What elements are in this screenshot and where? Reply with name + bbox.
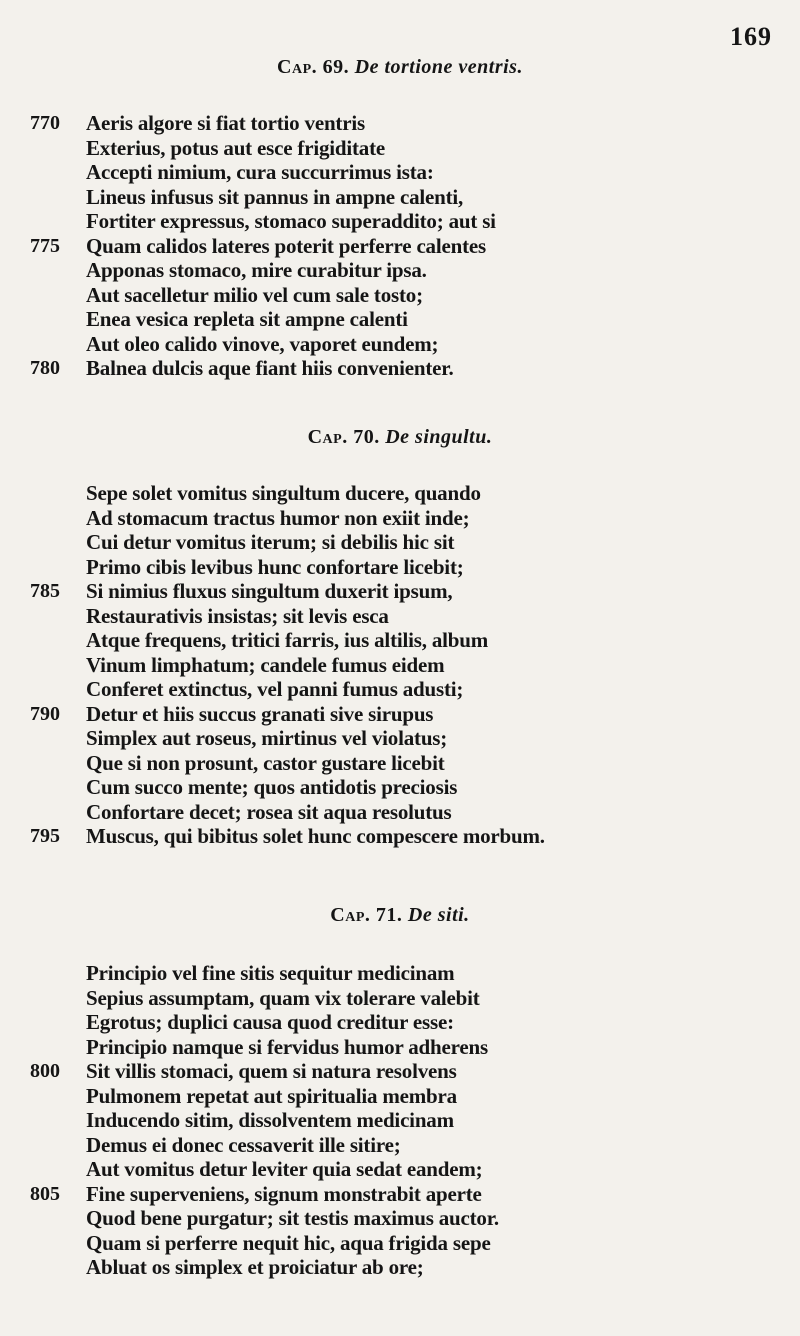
verse-line (0, 184, 800, 210)
verse-line (0, 1254, 800, 1280)
line-number: 770 (30, 112, 60, 134)
verse-text: Cui detur vomitus iterum; si debilis hic sit (86, 530, 455, 554)
verse-text: Quam si perferre nequit hic, aqua frigida sepe (86, 1230, 491, 1255)
chapter-heading (0, 426, 800, 449)
line-number: 805 (30, 1182, 60, 1205)
verse-line (0, 208, 800, 234)
verse-text: Inducendo sitim, dissolventem medicinam (86, 1108, 454, 1132)
verse-text: Egrotus; duplici causa quod creditur esse: (86, 1010, 454, 1034)
verse-text: Si nimius fluxus singultum duxerit ipsum, (86, 579, 453, 603)
verse-line (0, 110, 800, 136)
verse-line (0, 355, 800, 381)
verse-line (0, 1009, 800, 1035)
chapter-number: Cap. 71. (330, 904, 403, 926)
verse-line (0, 233, 800, 259)
line-number: 780 (30, 357, 60, 379)
verse-text: Accepti nimium, cura succurrimus ista: (86, 160, 434, 184)
verse-line (0, 1230, 800, 1256)
verse-line (0, 652, 800, 678)
page-number: 169 (730, 22, 772, 51)
verse-line (0, 799, 800, 825)
verse-text: Demus ei donec cessaverit ille sitire; (86, 1132, 401, 1157)
verse-line (0, 750, 800, 776)
verse-text: Balnea dulcis aque fiant hiis convenienter. (86, 356, 454, 380)
verse-text: Aeris algore si fiat tortio ventris (86, 111, 365, 135)
verse-text: Vinum limphatum; candele fumus eidem (86, 652, 445, 677)
verse-text: Conferet extinctus, vel panni fumus adusti; (86, 677, 464, 701)
verse-text: Que si non prosunt, castor gustare licebit (86, 750, 445, 775)
verse-text: Quam calidos lateres poterit perferre calentes (86, 233, 486, 258)
chapter-title: De singultu. (385, 426, 493, 448)
verse-text: Fine superveniens, signum monstrabit aperte (86, 1181, 482, 1206)
verse-text: Quod bene purgatur; sit testis maximus auctor. (86, 1206, 499, 1230)
chapter-number: Cap. 69. (277, 56, 350, 78)
verse-line (0, 1058, 800, 1084)
verse-text: Confortare decet; rosea sit aqua resolutus (86, 799, 452, 824)
verse-text: Lineus infusus sit pannus in ampne calenti, (86, 184, 464, 209)
verse-line (0, 985, 800, 1011)
verse-line (0, 306, 800, 332)
verse-line (0, 578, 800, 604)
line-number: 775 (30, 234, 60, 257)
chapter-number: Cap. 70. (307, 426, 380, 448)
verse-line (0, 135, 800, 161)
verse-text: Sepius assumptam, quam vix tolerare valebit (86, 985, 480, 1010)
verse-text: Principio vel fine sitis sequitur medicinam (86, 961, 455, 985)
line-number: 785 (30, 580, 60, 602)
verse-line (0, 1205, 800, 1231)
verse-text: Apponas stomaco, mire curabitur ipsa. (86, 258, 427, 282)
verse-line (0, 282, 800, 308)
verse-text: Aut vomitus detur leviter quia sedat eandem; (86, 1157, 483, 1181)
verse-text: Atque frequens, tritici farris, ius altilis, album (86, 628, 489, 652)
verse-text: Simplex aut roseus, mirtinus vel violatus; (86, 726, 448, 750)
verse-line (0, 603, 800, 629)
chapter-title: De siti. (407, 904, 470, 926)
verse-text: Enea vesica repleta sit ampne calenti (86, 307, 408, 331)
verse-text: Principio namque si fervidus humor adherens (86, 1034, 488, 1059)
verse-line (0, 480, 800, 506)
verse-line (0, 1156, 800, 1182)
verse-text: Sepe solet vomitus singultum ducere, quando (86, 481, 481, 505)
verse-text: Abluat os simplex et proiciatur ab ore; (86, 1255, 424, 1279)
verse-line (0, 1132, 800, 1158)
verse-line (0, 960, 800, 986)
verse-text: Ad stomacum tractus humor non exiit inde; (86, 505, 470, 530)
verse-line (0, 257, 800, 283)
verse-text: Cum succo mente; quos antidotis preciosis (86, 775, 458, 799)
verse-text: Primo cibis levibus hunc confortare licebit; (86, 554, 464, 579)
verse-line (0, 774, 800, 800)
verse-line (0, 159, 800, 185)
verse-line (0, 1107, 800, 1133)
verse-text: Aut sacelletur milio vel cum sale tosto; (86, 282, 423, 307)
line-number: 790 (30, 702, 60, 725)
chapter-heading (0, 904, 800, 927)
verse-line (0, 725, 800, 751)
verse-line (0, 627, 800, 653)
verse-line (0, 505, 800, 531)
chapter-title: De tortione ventris. (354, 56, 523, 78)
verse-text: Fortiter expressus, stomaco superaddito; aut si (86, 209, 496, 233)
verse-line (0, 676, 800, 702)
verse-text: Aut oleo calido vinove, vaporet eundem; (86, 331, 439, 356)
verse-line (0, 331, 800, 357)
line-number: 800 (30, 1060, 60, 1082)
verse-line (0, 701, 800, 727)
verse-line (0, 1034, 800, 1060)
verse-line (0, 1181, 800, 1207)
verse-line (0, 823, 800, 849)
verse-text: Restaurativis insistas; sit levis esca (86, 603, 389, 628)
verse-text: Pulmonem repetat aut spiritualia membra (86, 1083, 457, 1108)
verse-line (0, 1083, 800, 1109)
verse-line (0, 554, 800, 580)
verse-text: Exterius, potus aut esce frigiditate (86, 135, 386, 160)
verse-text: Sit villis stomaci, quem si natura resolvens (86, 1059, 457, 1083)
line-number: 795 (30, 825, 60, 847)
chapter-heading (0, 56, 800, 79)
verse-text: Detur et hiis succus granati sive sirupus (86, 701, 434, 726)
verse-line (0, 529, 800, 555)
verse-text: Muscus, qui bibitus solet hunc compescere morbum. (86, 824, 545, 848)
